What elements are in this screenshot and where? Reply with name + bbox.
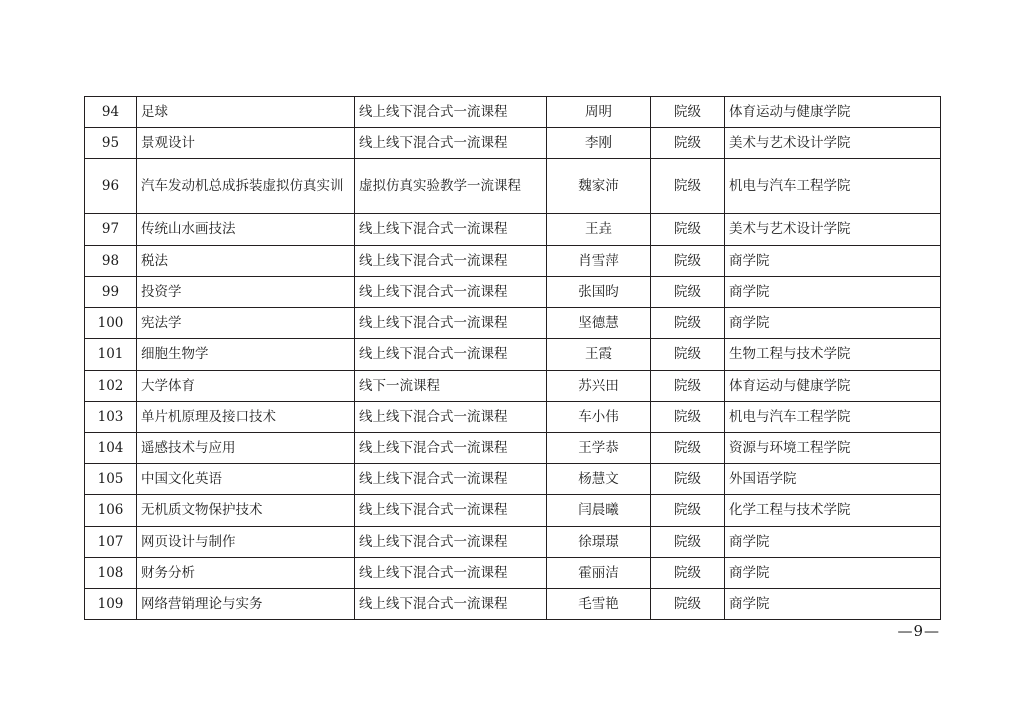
table-row — [85, 276, 941, 307]
cell-type: 线上线下混合式一流课程 — [355, 128, 547, 159]
table-row — [85, 159, 941, 214]
cell-level: 院级 — [651, 495, 725, 526]
cell-person: 王垚 — [547, 214, 651, 245]
cell-name: 财务分析 — [137, 557, 355, 588]
cell-level: 院级 — [651, 97, 725, 128]
cell-name: 投资学 — [137, 276, 355, 307]
cell-no: 100 — [85, 308, 137, 339]
cell-dept: 化学工程与技术学院 — [725, 495, 941, 526]
cell-type: 线上线下混合式一流课程 — [355, 339, 547, 370]
cell-no: 99 — [85, 276, 137, 307]
cell-level: 院级 — [651, 401, 725, 432]
cell-level: 院级 — [651, 245, 725, 276]
cell-name: 无机质文物保护技术 — [137, 495, 355, 526]
table-row — [85, 557, 941, 588]
table-row — [85, 589, 941, 620]
cell-level: 院级 — [651, 557, 725, 588]
cell-level: 院级 — [651, 308, 725, 339]
cell-type: 线上线下混合式一流课程 — [355, 589, 547, 620]
cell-person: 霍丽洁 — [547, 557, 651, 588]
table-row — [85, 464, 941, 495]
cell-no: 101 — [85, 339, 137, 370]
cell-dept: 生物工程与技术学院 — [725, 339, 941, 370]
cell-dept: 体育运动与健康学院 — [725, 370, 941, 401]
cell-person: 坚德慧 — [547, 308, 651, 339]
cell-dept: 商学院 — [725, 557, 941, 588]
cell-person: 李刚 — [547, 128, 651, 159]
cell-dept: 商学院 — [725, 276, 941, 307]
cell-dept: 外国语学院 — [725, 464, 941, 495]
cell-level: 院级 — [651, 276, 725, 307]
cell-dept: 体育运动与健康学院 — [725, 97, 941, 128]
cell-name: 中国文化英语 — [137, 464, 355, 495]
cell-type: 线上线下混合式一流课程 — [355, 308, 547, 339]
cell-name: 足球 — [137, 97, 355, 128]
cell-no: 103 — [85, 401, 137, 432]
cell-type: 线上线下混合式一流课程 — [355, 276, 547, 307]
cell-no: 109 — [85, 589, 137, 620]
cell-level: 院级 — [651, 464, 725, 495]
cell-level: 院级 — [651, 214, 725, 245]
cell-no: 97 — [85, 214, 137, 245]
cell-type: 线上线下混合式一流课程 — [355, 432, 547, 463]
cell-dept: 机电与汽车工程学院 — [725, 159, 941, 214]
cell-person: 毛雪艳 — [547, 589, 651, 620]
cell-person: 王学恭 — [547, 432, 651, 463]
cell-level: 院级 — [651, 128, 725, 159]
cell-type: 虚拟仿真实验教学一流课程 — [355, 159, 547, 214]
cell-no: 95 — [85, 128, 137, 159]
cell-person: 杨慧文 — [547, 464, 651, 495]
cell-no: 107 — [85, 526, 137, 557]
table-row — [85, 245, 941, 276]
cell-type: 线上线下混合式一流课程 — [355, 526, 547, 557]
cell-type: 线上线下混合式一流课程 — [355, 245, 547, 276]
cell-person: 肖雪萍 — [547, 245, 651, 276]
cell-dept: 商学院 — [725, 245, 941, 276]
cell-level: 院级 — [651, 526, 725, 557]
table-row — [85, 214, 941, 245]
cell-name: 景观设计 — [137, 128, 355, 159]
cell-no: 96 — [85, 159, 137, 214]
cell-type: 线上线下混合式一流课程 — [355, 557, 547, 588]
table-row — [85, 495, 941, 526]
course-table-container — [84, 96, 940, 620]
cell-name: 大学体育 — [137, 370, 355, 401]
cell-name: 汽车发动机总成拆装虚拟仿真实训 — [137, 159, 355, 214]
cell-person: 徐璟璟 — [547, 526, 651, 557]
cell-no: 98 — [85, 245, 137, 276]
table-row — [85, 128, 941, 159]
course-table — [84, 96, 941, 620]
cell-type: 线上线下混合式一流课程 — [355, 97, 547, 128]
cell-dept: 机电与汽车工程学院 — [725, 401, 941, 432]
cell-level: 院级 — [651, 589, 725, 620]
cell-type: 线上线下混合式一流课程 — [355, 495, 547, 526]
cell-level: 院级 — [651, 339, 725, 370]
cell-level: 院级 — [651, 159, 725, 214]
cell-type: 线下一流课程 — [355, 370, 547, 401]
cell-no: 108 — [85, 557, 137, 588]
cell-no: 104 — [85, 432, 137, 463]
table-row — [85, 370, 941, 401]
table-row — [85, 432, 941, 463]
cell-person: 车小伟 — [547, 401, 651, 432]
cell-person: 魏家沛 — [547, 159, 651, 214]
cell-no: 106 — [85, 495, 137, 526]
cell-type: 线上线下混合式一流课程 — [355, 401, 547, 432]
cell-dept: 美术与艺术设计学院 — [725, 128, 941, 159]
table-row — [85, 526, 941, 557]
cell-name: 细胞生物学 — [137, 339, 355, 370]
course-table-body — [85, 97, 941, 620]
table-row — [85, 97, 941, 128]
cell-person: 周明 — [547, 97, 651, 128]
cell-name: 网页设计与制作 — [137, 526, 355, 557]
cell-type: 线上线下混合式一流课程 — [355, 214, 547, 245]
cell-name: 传统山水画技法 — [137, 214, 355, 245]
table-row — [85, 401, 941, 432]
cell-name: 网络营销理论与实务 — [137, 589, 355, 620]
cell-person: 苏兴田 — [547, 370, 651, 401]
cell-name: 遥感技术与应用 — [137, 432, 355, 463]
table-row — [85, 308, 941, 339]
cell-level: 院级 — [651, 432, 725, 463]
cell-no: 102 — [85, 370, 137, 401]
cell-name: 宪法学 — [137, 308, 355, 339]
cell-dept: 商学院 — [725, 526, 941, 557]
cell-name: 单片机原理及接口技术 — [137, 401, 355, 432]
cell-type: 线上线下混合式一流课程 — [355, 464, 547, 495]
cell-level: 院级 — [651, 370, 725, 401]
cell-name: 税法 — [137, 245, 355, 276]
cell-no: 94 — [85, 97, 137, 128]
cell-dept: 商学院 — [725, 308, 941, 339]
cell-no: 105 — [85, 464, 137, 495]
table-row — [85, 339, 941, 370]
cell-person: 王霞 — [547, 339, 651, 370]
cell-person: 张国昀 — [547, 276, 651, 307]
cell-dept: 商学院 — [725, 589, 941, 620]
cell-dept: 美术与艺术设计学院 — [725, 214, 941, 245]
page-number: —9— — [897, 622, 940, 640]
cell-person: 闫晨曦 — [547, 495, 651, 526]
cell-dept: 资源与环境工程学院 — [725, 432, 941, 463]
